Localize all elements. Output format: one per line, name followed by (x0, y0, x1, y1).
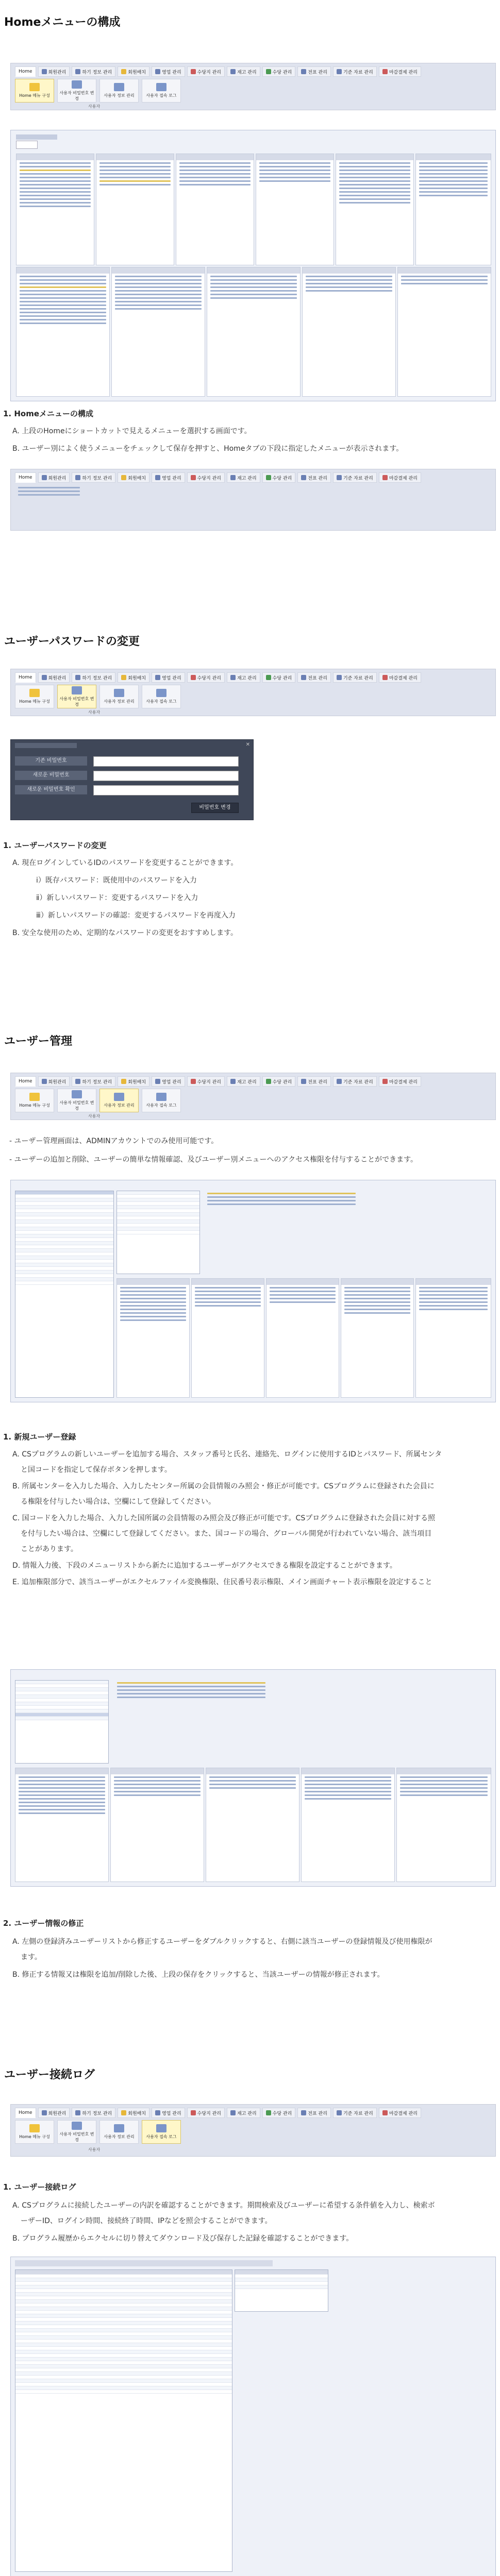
tab-home[interactable]: Home (15, 672, 36, 683)
tab-sales[interactable]: 영업 관리 (152, 66, 185, 77)
user-log-panel (10, 2257, 496, 2576)
confirm-password-input[interactable] (93, 785, 239, 795)
tab-slip[interactable]: 전표 관리 (297, 66, 331, 77)
tab-slip[interactable]: 전표 관리 (297, 1076, 331, 1087)
info-icon (75, 1079, 80, 1084)
ribbon-buttons (15, 1089, 181, 1112)
section-title-password: ユーザーパスワードの変更 (4, 635, 140, 648)
paragraph: ことがあります。 (21, 1545, 78, 1553)
ribbon-tabs (15, 1076, 421, 1087)
tab-close[interactable]: 마감결제 관리 (379, 472, 421, 483)
permission-column (191, 1278, 264, 1398)
toolbar-ribbon (10, 63, 496, 110)
ribbon-tabs (15, 672, 421, 683)
user-manage-panel (10, 1180, 496, 1402)
home-menu-config-button[interactable]: Home 메뉴 구성 (15, 79, 54, 103)
paragraph: A. 左側の登録済みユーザーリストから修正するユーザーをダブルクリックすると、右側に該当ユーザーの登録情報及び使用権限が (12, 1938, 432, 1946)
allowance-icon (266, 475, 271, 480)
placement-icon (121, 2110, 126, 2115)
stock-icon (230, 69, 236, 74)
tab-home[interactable]: Home (15, 472, 36, 483)
permission-column (15, 1768, 109, 1882)
tab-close[interactable]: 마감결제 관리 (379, 1076, 421, 1087)
ribbon-group-label: 사용자 (88, 2147, 101, 2152)
close-icon[interactable]: ✕ (245, 742, 250, 748)
paragraph: D. 情報入力後、下段のメニューリストから新たに追加するユーザーがアクセスできる権限を設定することができます。 (12, 1562, 397, 1570)
allowance-icon (266, 1079, 271, 1084)
close-icon (382, 475, 388, 480)
tab-placement[interactable]: 회원배치 (118, 2108, 149, 2118)
tab-info[interactable]: 하기 정보 관리 (72, 2108, 115, 2118)
close-icon (382, 69, 388, 74)
tab-info[interactable]: 하기 정보 관리 (72, 66, 115, 77)
menu-column (336, 154, 414, 265)
user-manage-button[interactable]: 사용자 정보 관리 (99, 79, 139, 103)
menu-column (176, 154, 254, 265)
tab-member[interactable]: 회원관리 (38, 2108, 70, 2118)
tab-commission[interactable]: 수당지 관리 (187, 66, 225, 77)
search-bar[interactable] (15, 2260, 273, 2266)
commission-icon (191, 1079, 196, 1084)
menu-config-panel (10, 130, 496, 401)
tab-placement[interactable]: 회원배치 (118, 672, 149, 683)
close-icon (382, 675, 388, 680)
info-icon (75, 2110, 80, 2115)
member-icon (42, 69, 47, 74)
tab-stock[interactable]: 재고 관리 (227, 472, 260, 483)
tab-home[interactable]: Home (15, 2108, 36, 2118)
section-heading: 1. 新規ユーザー登録 (3, 1432, 76, 1442)
new-password-label: 새로운 비밀번호 (15, 771, 87, 780)
sales-icon (155, 1079, 160, 1084)
user-log-button[interactable]: 사용자 접속 로그 (142, 2120, 181, 2144)
permission-column (110, 1768, 204, 1882)
log-icon (156, 689, 166, 697)
user-icon (114, 1093, 124, 1101)
sales-icon (155, 475, 160, 480)
sales-icon (155, 69, 160, 74)
user-log-button[interactable]: 사용자 접속 로그 (142, 79, 181, 103)
sales-icon (155, 675, 160, 680)
user-icon (114, 2124, 124, 2132)
log-icon (156, 2124, 166, 2132)
section-heading: 2. ユーザー情報の修正 (3, 1919, 84, 1928)
member-icon (42, 675, 47, 680)
section-heading: 1. ユーザーパスワードの変更 (3, 841, 107, 850)
tab-member[interactable]: 회원관리 (38, 66, 70, 77)
tab-allowance[interactable]: 수당 관리 (262, 672, 296, 683)
new-password-input[interactable] (93, 771, 239, 781)
panel-toolbar (16, 134, 57, 140)
commission-icon (191, 69, 196, 74)
tab-commission[interactable]: 수당지 관리 (187, 2108, 225, 2118)
menu-column (111, 267, 205, 397)
member-icon (42, 475, 47, 480)
menu-column (302, 267, 396, 397)
user-log-button[interactable]: 사용자 접속 로그 (142, 685, 181, 708)
ribbon-tabs (15, 2108, 421, 2118)
placement-icon (121, 69, 126, 74)
slip-icon (301, 475, 306, 480)
tab-slip[interactable]: 전표 관리 (297, 2108, 331, 2118)
password-dialog (10, 739, 254, 820)
base-icon (337, 475, 342, 480)
paragraph: ⅱ）新しいパスワード：変更するパスワードを入力 (36, 894, 198, 902)
tab-home[interactable]: Home (15, 66, 36, 77)
folder-icon (29, 2124, 40, 2132)
password-change-button[interactable]: 사용자 비밀번호 변경 (57, 685, 96, 708)
user-log-button[interactable]: 사용자 접속 로그 (142, 1089, 181, 1112)
log-icon (156, 83, 166, 91)
paragraph: B. ユーザー別によく使うメニューをチェックして保存を押すと、Homeタブの下段に指定したメニューが表示されます。 (12, 445, 404, 453)
ribbon-buttons (15, 2120, 181, 2144)
placement-icon (121, 475, 126, 480)
menu-column (415, 154, 491, 265)
ribbon-group-label: 사용자 (88, 710, 101, 715)
tab-allowance[interactable]: 수당 관리 (262, 66, 296, 77)
paragraph: A. 現在ログインしているIDのパスワードを変更することができます。 (12, 859, 238, 867)
slip-icon (301, 1079, 306, 1084)
tab-base[interactable]: 기준 자료 관리 (333, 672, 377, 683)
section-heading: 1. Homeメニューの構成 (3, 409, 94, 418)
folder-icon (29, 83, 40, 91)
tab-info[interactable]: 하기 정보 관리 (72, 472, 115, 483)
slip-icon (301, 675, 306, 680)
paragraph: - ユーザーの追加と削除、ユーザーの簡単な情報確認、及びユーザー別メニューへのアクセス権限を付与することができます。 (9, 1156, 418, 1164)
tab-base[interactable]: 기준 자료 관리 (333, 1076, 377, 1087)
tab-base[interactable]: 기준 자료 관리 (333, 66, 377, 77)
toolbar-ribbon (10, 469, 496, 531)
user-info-notes (204, 1191, 359, 1227)
user-info-form[interactable] (116, 1191, 200, 1274)
permission-column (266, 1278, 339, 1398)
tab-sales[interactable]: 영업 관리 (152, 672, 185, 683)
commission-icon (191, 2110, 196, 2115)
tab-slip[interactable]: 전표 관리 (297, 472, 331, 483)
password-change-button[interactable]: 사용자 비밀번호 변경 (57, 1089, 96, 1112)
tab-allowance[interactable]: 수당 관리 (262, 1076, 296, 1087)
tab-stock[interactable]: 재고 관리 (227, 66, 260, 77)
slip-icon (301, 69, 306, 74)
change-password-button[interactable]: 비밀번호 변경 (191, 803, 239, 813)
user-manage-button[interactable]: 사용자 정보 관리 (99, 685, 139, 708)
user-icon (114, 689, 124, 697)
password-change-button[interactable]: 사용자 비밀번호 변경 (57, 79, 96, 103)
paragraph: を付与したい場合は、空欄にして登録してください。また、国コードの場合、グローバル開発が行われていない場合、該当項目 (21, 1530, 432, 1538)
password-change-button[interactable]: 사용자 비밀번호 변경 (57, 2120, 96, 2144)
base-icon (337, 675, 342, 680)
toolbar-ribbon (10, 1073, 496, 1120)
tab-placement[interactable]: 회원배치 (118, 1076, 149, 1087)
menu-column (16, 154, 94, 265)
member-icon (42, 1079, 47, 1084)
paragraph: る権限を付与したい場合は、空欄にして登録してください。 (21, 1498, 215, 1506)
key-icon (72, 1090, 82, 1098)
menu-column (16, 267, 110, 397)
ribbon-tabs (15, 472, 421, 483)
placement-icon (121, 675, 126, 680)
tab-allowance[interactable]: 수당 관리 (262, 472, 296, 483)
home-shortcut-list (15, 485, 324, 521)
tab-commission[interactable]: 수당지 관리 (187, 472, 225, 483)
access-log-grid[interactable] (15, 2269, 232, 2572)
tab-sales[interactable]: 영업 관리 (152, 2108, 185, 2118)
tab-member[interactable]: 회원관리 (38, 472, 70, 483)
member-icon (42, 2110, 47, 2115)
close-icon (382, 2110, 388, 2115)
user-icon (114, 83, 124, 91)
confirm-password-label: 새로운 비밀번호 확인 (15, 785, 87, 794)
paragraph: A. 上段のHomeにショートカットで見えるメニューを選択する画面です。 (12, 427, 252, 435)
permission-column (206, 1768, 299, 1882)
home-menu-config-button[interactable]: Home 메뉴 구성 (15, 2120, 54, 2144)
user-manage-button[interactable]: 사용자 정보 관리 (99, 2120, 139, 2144)
paragraph: E. 追加権限部分で、該当ユーザーがエクセルファイル変換権限、住民番号表示権限、メイン画面チャート表示権限を設定すること (12, 1578, 432, 1586)
base-icon (337, 2110, 342, 2115)
tab-stock[interactable]: 재고 관리 (227, 2108, 260, 2118)
section-title-home-menu: Homeメニューの構成 (4, 16, 121, 29)
ribbon-tabs (15, 66, 421, 77)
toolbar-ribbon (10, 2104, 496, 2157)
paragraph: ⅰ）既存パスワード：既使用中のパスワードを入力 (36, 876, 197, 885)
menu-column (96, 154, 174, 265)
old-password-label: 기존 비밀번호 (15, 756, 87, 766)
permission-column (396, 1768, 491, 1882)
base-icon (337, 1079, 342, 1084)
permission-column (341, 1278, 414, 1398)
tab-close[interactable]: 마감결제 관리 (379, 2108, 421, 2118)
ribbon-group-label: 사용자 (88, 1114, 101, 1118)
permission-column (301, 1768, 395, 1882)
tab-home[interactable]: Home (15, 1076, 36, 1087)
allowance-icon (266, 2110, 271, 2115)
info-icon (75, 69, 80, 74)
tab-slip[interactable]: 전표 관리 (297, 672, 331, 683)
paragraph: ーザーID、ログイン時間、接続終了時間、IPなどを照会することができます。 (21, 2217, 272, 2225)
tab-close[interactable]: 마감결제 관리 (379, 66, 421, 77)
placement-icon (121, 1079, 126, 1084)
permission-column (116, 1278, 190, 1398)
tab-close[interactable]: 마감결제 관리 (379, 672, 421, 683)
ribbon-group-label: 사용자 (88, 104, 101, 109)
log-icon (156, 1093, 166, 1101)
paragraph: と国コードを指定して保存ボタンを押します。 (21, 1466, 172, 1474)
paragraph: B. 安全な使用のため、定期的なパスワードの変更をおすすめします。 (12, 929, 238, 937)
tab-info[interactable]: 하기 정보 관리 (72, 672, 115, 683)
tab-placement[interactable]: 회원배치 (118, 472, 149, 483)
key-icon (72, 80, 82, 89)
allowance-icon (266, 675, 271, 680)
user-manage-button[interactable]: 사용자 정보 관리 (99, 1089, 139, 1112)
slip-icon (301, 2110, 306, 2115)
paragraph: B. 修正する情報又は権限を追加/削除した後、上段の保存をクリックすると、当該ユーザーの情報が修正されます。 (12, 1971, 385, 1979)
save-button[interactable] (16, 141, 38, 149)
paragraph: B. 所属センターを入力した場合、入力したセンター所属の会員情報のみ照会・修正が可能です。CSプログラムに登録された会員に (12, 1482, 435, 1490)
stock-icon (230, 475, 236, 480)
tab-allowance[interactable]: 수당 관리 (262, 2108, 296, 2118)
key-icon (72, 686, 82, 694)
tab-stock[interactable]: 재고 관리 (227, 672, 260, 683)
allowance-icon (266, 69, 271, 74)
user-list-grid[interactable] (15, 1191, 114, 1398)
commission-icon (191, 675, 196, 680)
key-icon (72, 2122, 82, 2130)
tab-commission[interactable]: 수당지 관리 (187, 1076, 225, 1087)
menu-column (256, 154, 334, 265)
menu-column (397, 267, 491, 397)
old-password-input[interactable] (93, 756, 239, 767)
ribbon-buttons (15, 685, 181, 708)
stock-icon (230, 2110, 236, 2115)
home-menu-config-button[interactable]: Home 메뉴 구성 (15, 1089, 54, 1112)
paragraph: ⅲ）新しいパスワードの確認：変更するパスワードを再度入力 (36, 911, 236, 920)
section-heading: 1. ユーザー接続ログ (3, 2182, 76, 2192)
tab-member[interactable]: 회원관리 (38, 1076, 70, 1087)
tab-member[interactable]: 회원관리 (38, 672, 70, 683)
home-menu-config-button[interactable]: Home 메뉴 구성 (15, 685, 54, 708)
stock-icon (230, 1079, 236, 1084)
dialog-title (15, 743, 77, 748)
user-info-form[interactable] (15, 1680, 109, 1764)
user-edit-panel (10, 1669, 496, 1887)
section-title-user-log: ユーザー接続ログ (4, 2069, 95, 2081)
sales-icon (155, 2110, 160, 2115)
paragraph: B. プログラム履歴からエクセルに切り替えてダウンロード及び保存した記録を確認することができます。 (12, 2234, 354, 2243)
tab-stock[interactable]: 재고 관리 (227, 1076, 260, 1087)
folder-icon (29, 1093, 40, 1101)
base-icon (337, 69, 342, 74)
folder-icon (29, 689, 40, 697)
paragraph: A. CSプログラムに接続したユーザーの内訳を確認することができます。期間検索及びユーザーに希望する条件値を入力し、検索ボ (12, 2201, 435, 2210)
paragraph: ます。 (21, 1953, 42, 1961)
menu-column (207, 267, 301, 397)
ribbon-buttons (15, 79, 181, 103)
tab-sales[interactable]: 영업 관리 (152, 472, 185, 483)
stock-icon (230, 675, 236, 680)
close-icon (382, 1079, 388, 1084)
user-info-notes (114, 1680, 269, 1716)
commission-icon (191, 475, 196, 480)
section-title-user-manage: ユーザー管理 (4, 1035, 73, 1048)
tab-info[interactable]: 하기 정보 관리 (72, 1076, 115, 1087)
info-icon (75, 475, 80, 480)
paragraph: - ユーザー管理画面は、ADMINアカウントでのみ使用可能です。 (9, 1137, 219, 1145)
tab-placement[interactable]: 회원배치 (118, 66, 149, 77)
tab-base[interactable]: 기준 자료 관리 (333, 472, 377, 483)
permission-column (415, 1278, 491, 1398)
tab-commission[interactable]: 수당지 관리 (187, 672, 225, 683)
paragraph: A. CSプログラムの新しいユーザーを追加する場合、スタッフ番号と氏名、連絡先、ログインに使用するIDとパスワード、所属センタ (12, 1450, 442, 1459)
excel-history-grid[interactable] (235, 2269, 328, 2312)
tab-sales[interactable]: 영업 관리 (152, 1076, 185, 1087)
paragraph: C. 国コードを入力した場合、入力した国所属の会員情報のみ照会及び修正が可能です。CSプログラムに登録された会員に対する照 (12, 1514, 436, 1522)
tab-base[interactable]: 기준 자료 관리 (333, 2108, 377, 2118)
info-icon (75, 675, 80, 680)
toolbar-ribbon (10, 669, 496, 716)
